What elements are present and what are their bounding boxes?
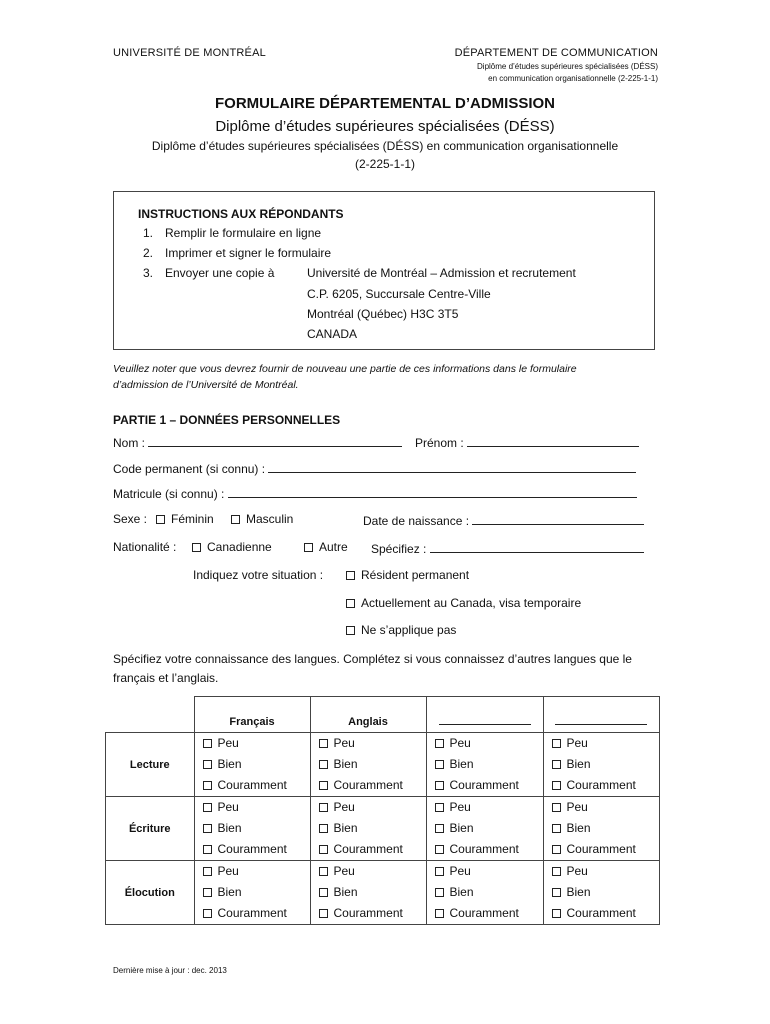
option-label: Couramment	[566, 842, 636, 856]
note-line1: Veuillez noter que vous devrez fournir de nouveau une partie de ces informations dans le formulaire	[113, 363, 577, 375]
option-label: Peu	[333, 736, 355, 750]
option-label: Bien	[449, 757, 474, 771]
checkbox-icon[interactable]	[203, 909, 212, 918]
level-option-peu[interactable]	[427, 733, 543, 754]
footer-updated: Dernière mise à jour : dec. 2013	[113, 966, 227, 975]
option-label: Bien	[333, 821, 358, 835]
date-naissance-field[interactable]	[472, 512, 644, 525]
option-label: Couramment	[449, 842, 519, 856]
checkbox-icon[interactable]	[203, 867, 212, 876]
checkbox-icon[interactable]	[319, 781, 328, 790]
level-cell	[194, 733, 310, 797]
sexe-option-masculin[interactable]	[231, 512, 293, 526]
level-option-peu[interactable]	[311, 861, 426, 882]
option-label: Couramment	[333, 906, 403, 920]
checkbox-icon[interactable]	[304, 543, 313, 552]
checkbox-icon[interactable]	[346, 626, 355, 635]
level-option-couramment[interactable]	[544, 775, 659, 796]
checkbox-icon[interactable]	[319, 739, 328, 748]
nationalite-option-autre[interactable]	[304, 540, 348, 554]
level-cell	[543, 733, 659, 797]
option-label: Bien	[333, 885, 358, 899]
option-label: Bien	[566, 757, 591, 771]
option-label: Autre	[319, 540, 348, 554]
option-label: Peu	[449, 864, 471, 878]
checkbox-icon[interactable]	[319, 760, 328, 769]
option-label: Bien	[449, 821, 474, 835]
checkbox-icon[interactable]	[203, 803, 212, 812]
checkbox-icon[interactable]	[552, 739, 561, 748]
date-naissance-label: Date de naissance :	[363, 514, 470, 528]
level-option-peu[interactable]	[195, 797, 310, 818]
option-label: Peu	[449, 800, 471, 814]
option-label: Résident permanent	[361, 568, 470, 582]
checkbox-icon[interactable]	[435, 888, 444, 897]
address-line: C.P. 6205, Succursale Centre-Ville	[307, 287, 491, 301]
row-header-elocution: Élocution	[106, 861, 195, 925]
nom-label: Nom :	[113, 436, 146, 450]
languages-table	[105, 696, 660, 925]
specifiez-field[interactable]	[430, 540, 644, 553]
option-label: Bien	[217, 757, 242, 771]
form-title: FORMULAIRE DÉPARTEMENTAL D’ADMISSION	[215, 95, 555, 112]
option-label: Peu	[333, 800, 355, 814]
instruction-text: Envoyer une copie à	[165, 266, 275, 280]
option-label: Bien	[217, 885, 242, 899]
address-line: CANADA	[307, 327, 358, 341]
level-option-couramment[interactable]	[544, 903, 659, 924]
row-header-lecture: Lecture	[106, 733, 195, 797]
option-label: Peu	[566, 736, 588, 750]
nationalite-label: Nationalité :	[113, 540, 177, 554]
level-option-peu[interactable]	[427, 797, 543, 818]
university-name: UNIVERSITÉ DE MONTRÉAL	[113, 47, 266, 59]
table-row	[106, 733, 660, 797]
option-label: Peu	[217, 800, 239, 814]
code-permanent-label: Code permanent (si connu) :	[113, 462, 266, 476]
option-label: Bien	[449, 885, 474, 899]
level-option-bien[interactable]	[195, 882, 310, 903]
option-label: Bien	[333, 757, 358, 771]
specifiez-label: Spécifiez :	[371, 542, 427, 556]
checkbox-icon[interactable]	[552, 888, 561, 897]
prenom-label: Prénom :	[415, 436, 464, 450]
level-option-bien[interactable]	[544, 818, 659, 839]
nom-field[interactable]	[148, 434, 402, 447]
option-label: Couramment	[566, 778, 636, 792]
row-header-ecriture: Écriture	[106, 797, 195, 861]
level-option-bien[interactable]	[427, 882, 543, 903]
level-cell	[426, 861, 543, 925]
level-option-peu[interactable]	[427, 861, 543, 882]
situation-label: Indiquez votre situation :	[193, 568, 324, 582]
languages-intro-line1: Spécifiez votre connaissance des langues. Complétez si vous connaissez d’autres langues que le	[113, 652, 632, 666]
checkbox-icon[interactable]	[319, 845, 328, 854]
option-label: Couramment	[333, 842, 403, 856]
column-header-anglais: Anglais	[310, 697, 426, 733]
checkbox-icon[interactable]	[203, 824, 212, 833]
option-label: Couramment	[217, 906, 287, 920]
prenom-field[interactable]	[467, 434, 639, 447]
checkbox-icon[interactable]	[552, 760, 561, 769]
level-option-peu[interactable]	[195, 861, 310, 882]
option-label: Ne s’applique pas	[361, 623, 457, 637]
nationalite-option-canadienne[interactable]	[192, 540, 272, 554]
instruction-number: 2.	[143, 246, 154, 260]
option-label: Couramment	[566, 906, 636, 920]
checkbox-icon[interactable]	[435, 867, 444, 876]
address-line: Montréal (Québec) H3C 3T5	[307, 307, 459, 321]
code-permanent-field[interactable]	[268, 460, 636, 473]
checkbox-icon[interactable]	[319, 867, 328, 876]
level-option-peu[interactable]	[544, 797, 659, 818]
matricule-field[interactable]	[228, 485, 637, 498]
level-option-peu[interactable]	[195, 733, 310, 754]
level-cell	[426, 797, 543, 861]
checkbox-icon[interactable]	[435, 909, 444, 918]
level-cell	[310, 797, 426, 861]
checkbox-icon[interactable]	[435, 760, 444, 769]
option-label: Masculin	[246, 512, 294, 526]
checkbox-icon[interactable]	[552, 909, 561, 918]
option-label: Peu	[566, 864, 588, 878]
level-option-peu[interactable]	[311, 797, 426, 818]
checkbox-icon[interactable]	[346, 571, 355, 580]
part1-title: PARTIE 1 – DONNÉES PERSONNELLES	[113, 413, 341, 427]
level-option-bien[interactable]	[427, 818, 543, 839]
level-option-couramment[interactable]	[311, 903, 426, 924]
level-option-bien[interactable]	[311, 754, 426, 775]
checkbox-icon[interactable]	[552, 781, 561, 790]
checkbox-icon[interactable]	[435, 739, 444, 748]
option-label: Couramment	[449, 778, 519, 792]
level-cell	[543, 797, 659, 861]
checkbox-icon[interactable]	[203, 760, 212, 769]
instruction-text: Remplir le formulaire en ligne	[165, 226, 322, 240]
languages-intro-line2: français et l’anglais.	[113, 671, 219, 685]
checkbox-icon[interactable]	[552, 867, 561, 876]
option-label: Bien	[566, 885, 591, 899]
level-option-bien[interactable]	[311, 882, 426, 903]
option-label: Actuellement au Canada, visa temporaire	[361, 596, 582, 610]
checkbox-icon[interactable]	[156, 515, 165, 524]
situation-option-visa[interactable]	[346, 596, 581, 610]
header-program-line2: en communication organisationnelle (2-225-1-1)	[488, 74, 658, 83]
option-label: Couramment	[333, 778, 403, 792]
column-header-other-language-2[interactable]	[543, 697, 659, 733]
checkbox-icon[interactable]	[552, 845, 561, 854]
level-option-bien[interactable]	[544, 754, 659, 775]
level-option-couramment[interactable]	[427, 903, 543, 924]
sexe-label: Sexe :	[113, 512, 148, 526]
instructions-title: INSTRUCTIONS AUX RÉPONDANTS	[138, 207, 344, 221]
table-row	[106, 861, 660, 925]
level-option-peu[interactable]	[311, 733, 426, 754]
level-option-bien[interactable]	[195, 818, 310, 839]
option-label: Peu	[217, 736, 239, 750]
option-label: Canadienne	[207, 540, 272, 554]
checkbox-icon[interactable]	[203, 781, 212, 790]
checkbox-icon[interactable]	[319, 803, 328, 812]
matricule-label: Matricule (si connu) :	[113, 487, 225, 501]
sexe-option-feminin[interactable]	[156, 512, 214, 526]
level-option-couramment[interactable]	[311, 775, 426, 796]
level-option-bien[interactable]	[195, 754, 310, 775]
option-label: Couramment	[217, 842, 287, 856]
header-program-line1: Diplôme d’études supérieures spécialisées (DÉSS)	[477, 62, 658, 71]
level-option-couramment[interactable]	[195, 903, 310, 924]
level-cell	[543, 861, 659, 925]
level-option-bien[interactable]	[311, 818, 426, 839]
checkbox-icon[interactable]	[435, 824, 444, 833]
level-option-bien[interactable]	[427, 754, 543, 775]
column-header-francais: Français	[194, 697, 310, 733]
checkbox-icon[interactable]	[435, 781, 444, 790]
option-label: Couramment	[449, 906, 519, 920]
option-label: Féminin	[171, 512, 214, 526]
option-label: Peu	[333, 864, 355, 878]
program-code: (2-225-1-1)	[354, 157, 416, 171]
department-name: DÉPARTEMENT DE COMMUNICATION	[454, 47, 658, 59]
checkbox-icon[interactable]	[319, 909, 328, 918]
option-label: Bien	[566, 821, 591, 835]
checkbox-icon[interactable]	[435, 845, 444, 854]
situation-option-resident[interactable]	[346, 568, 469, 582]
program-name: Diplôme d’études supérieures spécialisées (DÉSS) en communication organisationnelle	[151, 139, 619, 153]
level-option-bien[interactable]	[544, 882, 659, 903]
address-line: Université de Montréal – Admission et recrutement	[307, 266, 576, 280]
checkbox-icon[interactable]	[203, 845, 212, 854]
checkbox-icon[interactable]	[552, 803, 561, 812]
level-option-couramment[interactable]	[195, 775, 310, 796]
checkbox-icon[interactable]	[346, 599, 355, 608]
instruction-number: 3.	[143, 266, 154, 280]
option-label: Peu	[449, 736, 471, 750]
instruction-number: 1.	[143, 226, 154, 240]
level-cell	[426, 733, 543, 797]
column-header-other-language-1[interactable]	[426, 697, 543, 733]
checkbox-icon[interactable]	[319, 888, 328, 897]
option-label: Peu	[217, 864, 239, 878]
option-label: Peu	[566, 800, 588, 814]
checkbox-icon[interactable]	[552, 824, 561, 833]
level-cell	[194, 797, 310, 861]
checkbox-icon[interactable]	[203, 739, 212, 748]
level-cell	[310, 861, 426, 925]
level-option-peu[interactable]	[544, 861, 659, 882]
checkbox-icon[interactable]	[435, 803, 444, 812]
level-option-couramment[interactable]	[544, 839, 659, 860]
level-option-couramment[interactable]	[427, 775, 543, 796]
checkbox-icon[interactable]	[192, 543, 201, 552]
note-line2: d’admission de l’Université de Montréal.	[113, 379, 299, 391]
instruction-text: Imprimer et signer le formulaire	[165, 246, 332, 260]
checkbox-icon[interactable]	[231, 515, 240, 524]
table-row	[106, 797, 660, 861]
checkbox-icon[interactable]	[203, 888, 212, 897]
option-label: Bien	[217, 821, 242, 835]
level-option-couramment[interactable]	[195, 839, 310, 860]
level-option-peu[interactable]	[544, 733, 659, 754]
level-option-couramment[interactable]	[427, 839, 543, 860]
form-subtitle: Diplôme d’études supérieures spécialisées (DÉSS)	[215, 118, 555, 135]
option-label: Couramment	[217, 778, 287, 792]
level-cell	[194, 861, 310, 925]
level-cell	[310, 733, 426, 797]
situation-option-na[interactable]	[346, 623, 456, 637]
checkbox-icon[interactable]	[319, 824, 328, 833]
level-option-couramment[interactable]	[311, 839, 426, 860]
